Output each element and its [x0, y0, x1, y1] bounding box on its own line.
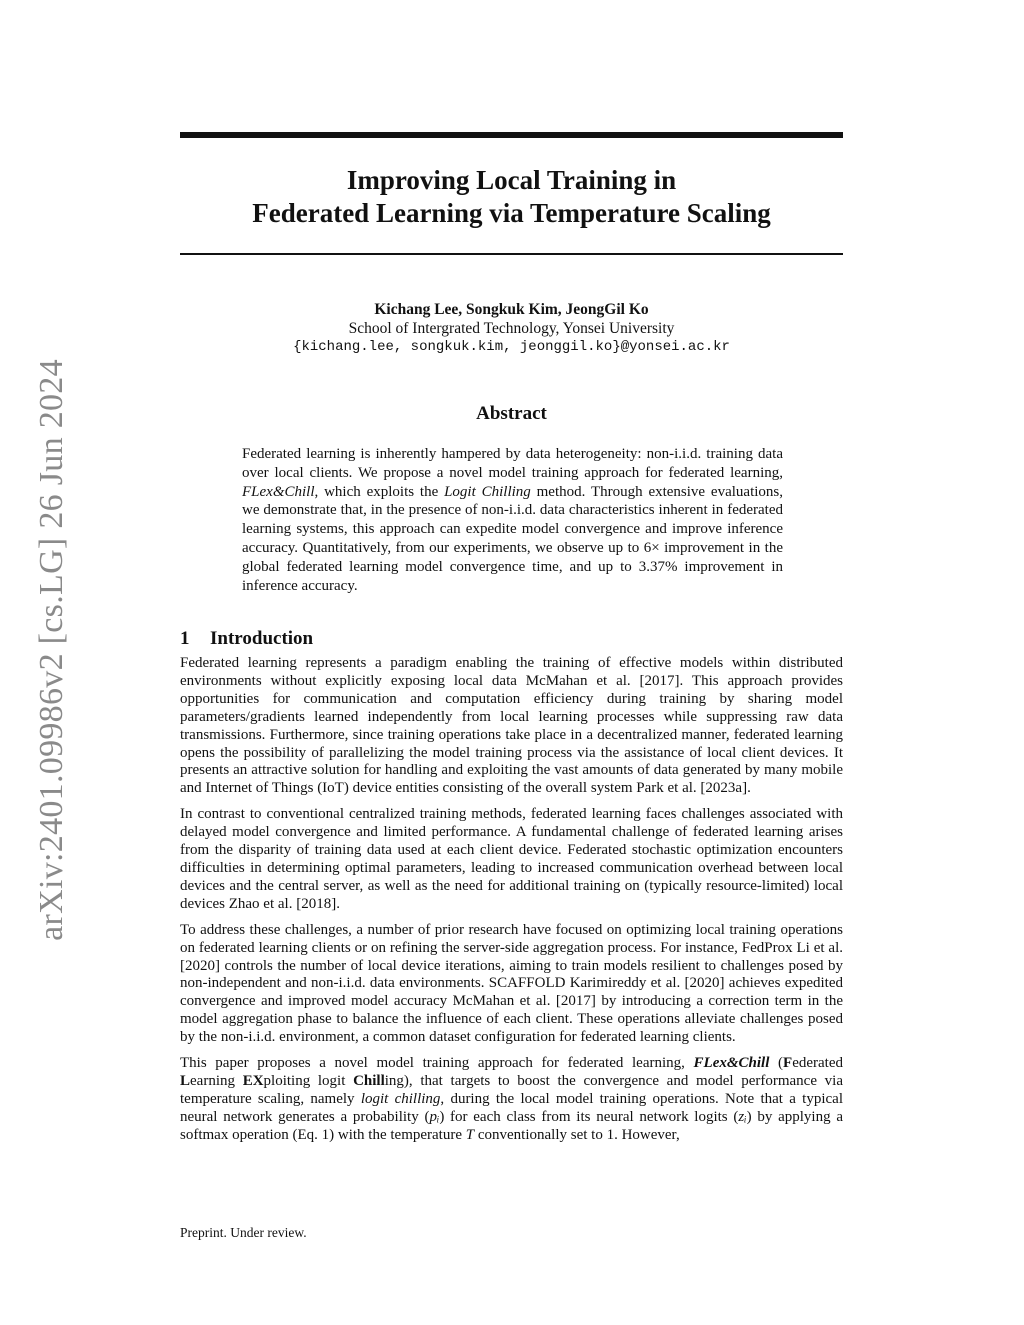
- author-block: [180, 300, 843, 357]
- p4-text-a: This paper proposes a novel model training approach for federated learning,: [180, 1055, 694, 1072]
- p4-text-b: (: [769, 1055, 784, 1072]
- p4-acronym-l: L: [180, 1072, 191, 1089]
- section-heading-introduction: [180, 628, 843, 650]
- p4-text-c: , during the local model training operations. Note that a typical neural network generates a probability (: [180, 1090, 843, 1125]
- paragraph-2: In contrast to conventional centralized training methods, federated learning faces challenges associated with delayed model convergence and limited performance. A fundamental challenge of federated learning arises from the disparity of training data used at each client device. Federated stochastic optimization encounters difficulties in determining optimal parameters, leading to increased communication overhead between local devices and the central server, as well as the need for additional training on (typically resource-limited) local devices Zhao et al. [2018].: [180, 806, 843, 912]
- introduction-body: [180, 655, 843, 1153]
- p4-text-ploiting: ploiting logit: [263, 1072, 354, 1089]
- p4-math-t: T: [465, 1126, 475, 1143]
- p4-text-d: ) for each class from its neural network logits (: [439, 1108, 739, 1125]
- author-names: Kichang Lee, Songkuk Kim, JeongGil Ko: [374, 301, 649, 318]
- title-line-2: Federated Learning via Temperature Scaling: [252, 198, 771, 228]
- title-top-rule: [180, 132, 843, 138]
- title-line-1: Improving Local Training in: [346, 165, 677, 195]
- p4-text-earning: earning: [190, 1072, 243, 1089]
- abstract-text-c: method. Through extensive evaluations, we demonstrate that, in the presence of non-i.i.d. data characteristics inherent in federated learning systems, this approach can expedite model convergence and improve inference accuracy. Quantitatively, from our experiments, we observe up to 6× improvement in the global federated learning model convergence time, and up to 3.37% improvement in inference accuracy.: [242, 483, 783, 594]
- paragraph-3: To address these challenges, a number of prior research have focused on optimizing local training operations on federated learning clients or on refining the server-side aggregation process. For instance, FedProx Li et al. [2020] controls the number of local device iterations, aiming to train models resilient to challenges posed by non-independent and non-i.i.d. data environments. SCAFFOLD Karimireddy et al. [2020] achieves expedited convergence and improved model accuracy McMahan et al. [2017] by introducing a correction term in the model aggregation phase to balance the influence of each client. These operations alleviate challenges posed by the non-i.i.d. environment, a common dataset configuration for federated learning clients.: [180, 921, 843, 1046]
- p4-acronym-chill: Chill: [353, 1072, 385, 1089]
- abstract-text-a: Federated learning is inherently hampered by data heterogeneity: non-i.i.d. training data over local clients. We propose a novel model training approach for federated learning,: [242, 446, 783, 481]
- author-affiliation: School of Intergrated Technology, Yonsei University: [348, 320, 675, 337]
- author-emails: {kichang.lee, songkuk.kim, jeonggil.ko}@yonsei.ac.kr: [293, 339, 730, 355]
- p4-acronym-ex: EX: [242, 1072, 264, 1089]
- abstract-text-b: , which exploits the: [314, 483, 445, 500]
- p4-math-zi: zᵢ: [738, 1108, 747, 1125]
- p4-term: logit chilling: [360, 1090, 441, 1107]
- p4-math-pi: pᵢ: [429, 1108, 440, 1125]
- abstract-method-term: Logit Chilling: [444, 483, 531, 500]
- paragraph-1: Federated learning represents a paradigm enabling the training of effective models within distributed environments without explicitly exposing local data McMahan et al. [2017]. This approach provides opportunities for communication and computation efficiency during training by sharing model parameters/gradients learned independently from local learning processes while suppressing raw data transmissions. Furthermore, since training operations take place in a decentralized manner, federated learning opens the possibility of parallelizing the model training process via the assistance of local client devices. It presents an attractive solution for handling and exploiting the vast amounts of data generated by many mobile and Internet of Things (IoT) device entities consisting of the overall system Park et al. [2023a].: [180, 655, 843, 797]
- abstract-text: [242, 445, 783, 595]
- footer-note: Preprint. Under review.: [180, 1225, 307, 1240]
- title-bottom-rule: [180, 253, 843, 255]
- section-number: 1: [180, 628, 190, 649]
- arxiv-identifier: arXiv:2401.09986v2 [cs.LG] 26 Jun 2024: [33, 359, 70, 941]
- p4-text-f: conventionally set to 1. However,: [474, 1126, 680, 1143]
- section-title: Introduction: [210, 628, 314, 649]
- p4-method-name: FLex&Chill: [693, 1055, 770, 1072]
- p4-acronym-f: F: [783, 1055, 793, 1072]
- p4-text-ederated: ederated: [792, 1055, 843, 1072]
- paragraph-4: [180, 1055, 843, 1145]
- abstract-heading: Abstract: [476, 403, 547, 424]
- abstract-method-name: FLex&Chill: [242, 483, 315, 500]
- p4-text-e: ) by applying a softmax operation (Eq. 1) with the temperature: [180, 1108, 843, 1143]
- p4-text-ing: ing), that targets to boost the convergence and model performance via temperature scaling, namely: [180, 1072, 843, 1107]
- paper-title: [180, 164, 843, 230]
